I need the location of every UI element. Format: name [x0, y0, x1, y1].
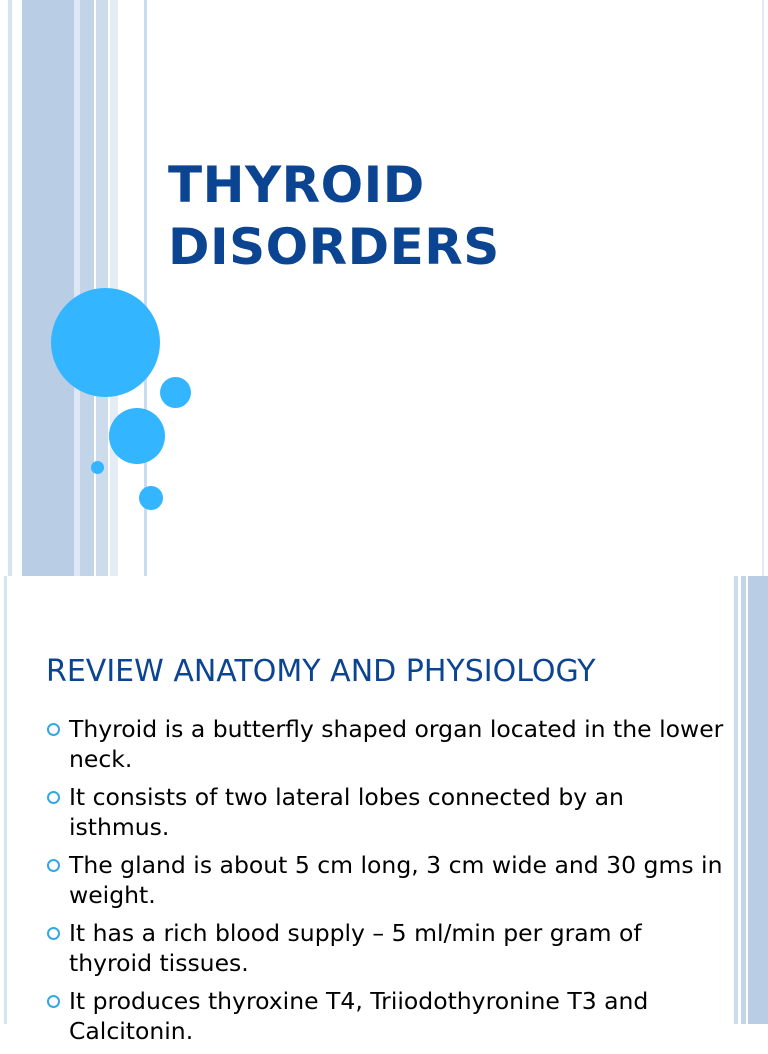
- decor-stripe: [22, 0, 74, 576]
- list-item: [46, 918, 726, 978]
- decor-stripe: [4, 576, 7, 1024]
- decor-stripe: [741, 576, 746, 1024]
- list-item: [46, 714, 726, 774]
- decor-stripe: [748, 576, 768, 1024]
- bullet-circle-icon: [47, 995, 60, 1008]
- bullet-list: [46, 714, 726, 1054]
- bullet-text: It consists of two lateral lobes connected by an isthmus.: [69, 783, 624, 841]
- list-item: [46, 986, 726, 1046]
- list-item: [46, 782, 726, 842]
- bullet-text: It produces thyroxine T4, Triiodothyronine T3 and Calcitonin.: [69, 987, 649, 1045]
- slide-title: [168, 154, 500, 278]
- decor-stripe: [762, 0, 764, 576]
- bullet-text: Thyroid is a butterfly shaped organ located in the lower neck.: [69, 715, 724, 773]
- decor-bubble: [139, 486, 163, 510]
- list-item: [46, 850, 726, 910]
- slide-heading: REVIEW ANATOMY AND PHYSIOLOGY: [46, 654, 596, 689]
- decor-bubble-large: [51, 288, 160, 397]
- title-line-1: THYROID: [168, 156, 425, 214]
- decor-stripe: [734, 576, 738, 1024]
- title-line-2: DISORDERS: [168, 218, 500, 276]
- bullet-circle-icon: [47, 859, 60, 872]
- decor-stripe: [80, 0, 94, 576]
- decor-bubble-tiny: [91, 461, 104, 474]
- bullet-circle-icon: [47, 723, 60, 736]
- bullet-circle-icon: [47, 927, 60, 940]
- decor-bubble-medium: [109, 408, 165, 464]
- bullet-text: The gland is about 5 cm long, 3 cm wide and 30 gms in weight.: [69, 851, 723, 909]
- decor-stripe: [8, 0, 12, 576]
- bullet-text: It has a rich blood supply – 5 ml/min per gram of thyroid tissues.: [69, 919, 642, 977]
- bullet-circle-icon: [47, 791, 60, 804]
- decor-bubble: [160, 377, 191, 408]
- content-slide: [0, 576, 768, 1045]
